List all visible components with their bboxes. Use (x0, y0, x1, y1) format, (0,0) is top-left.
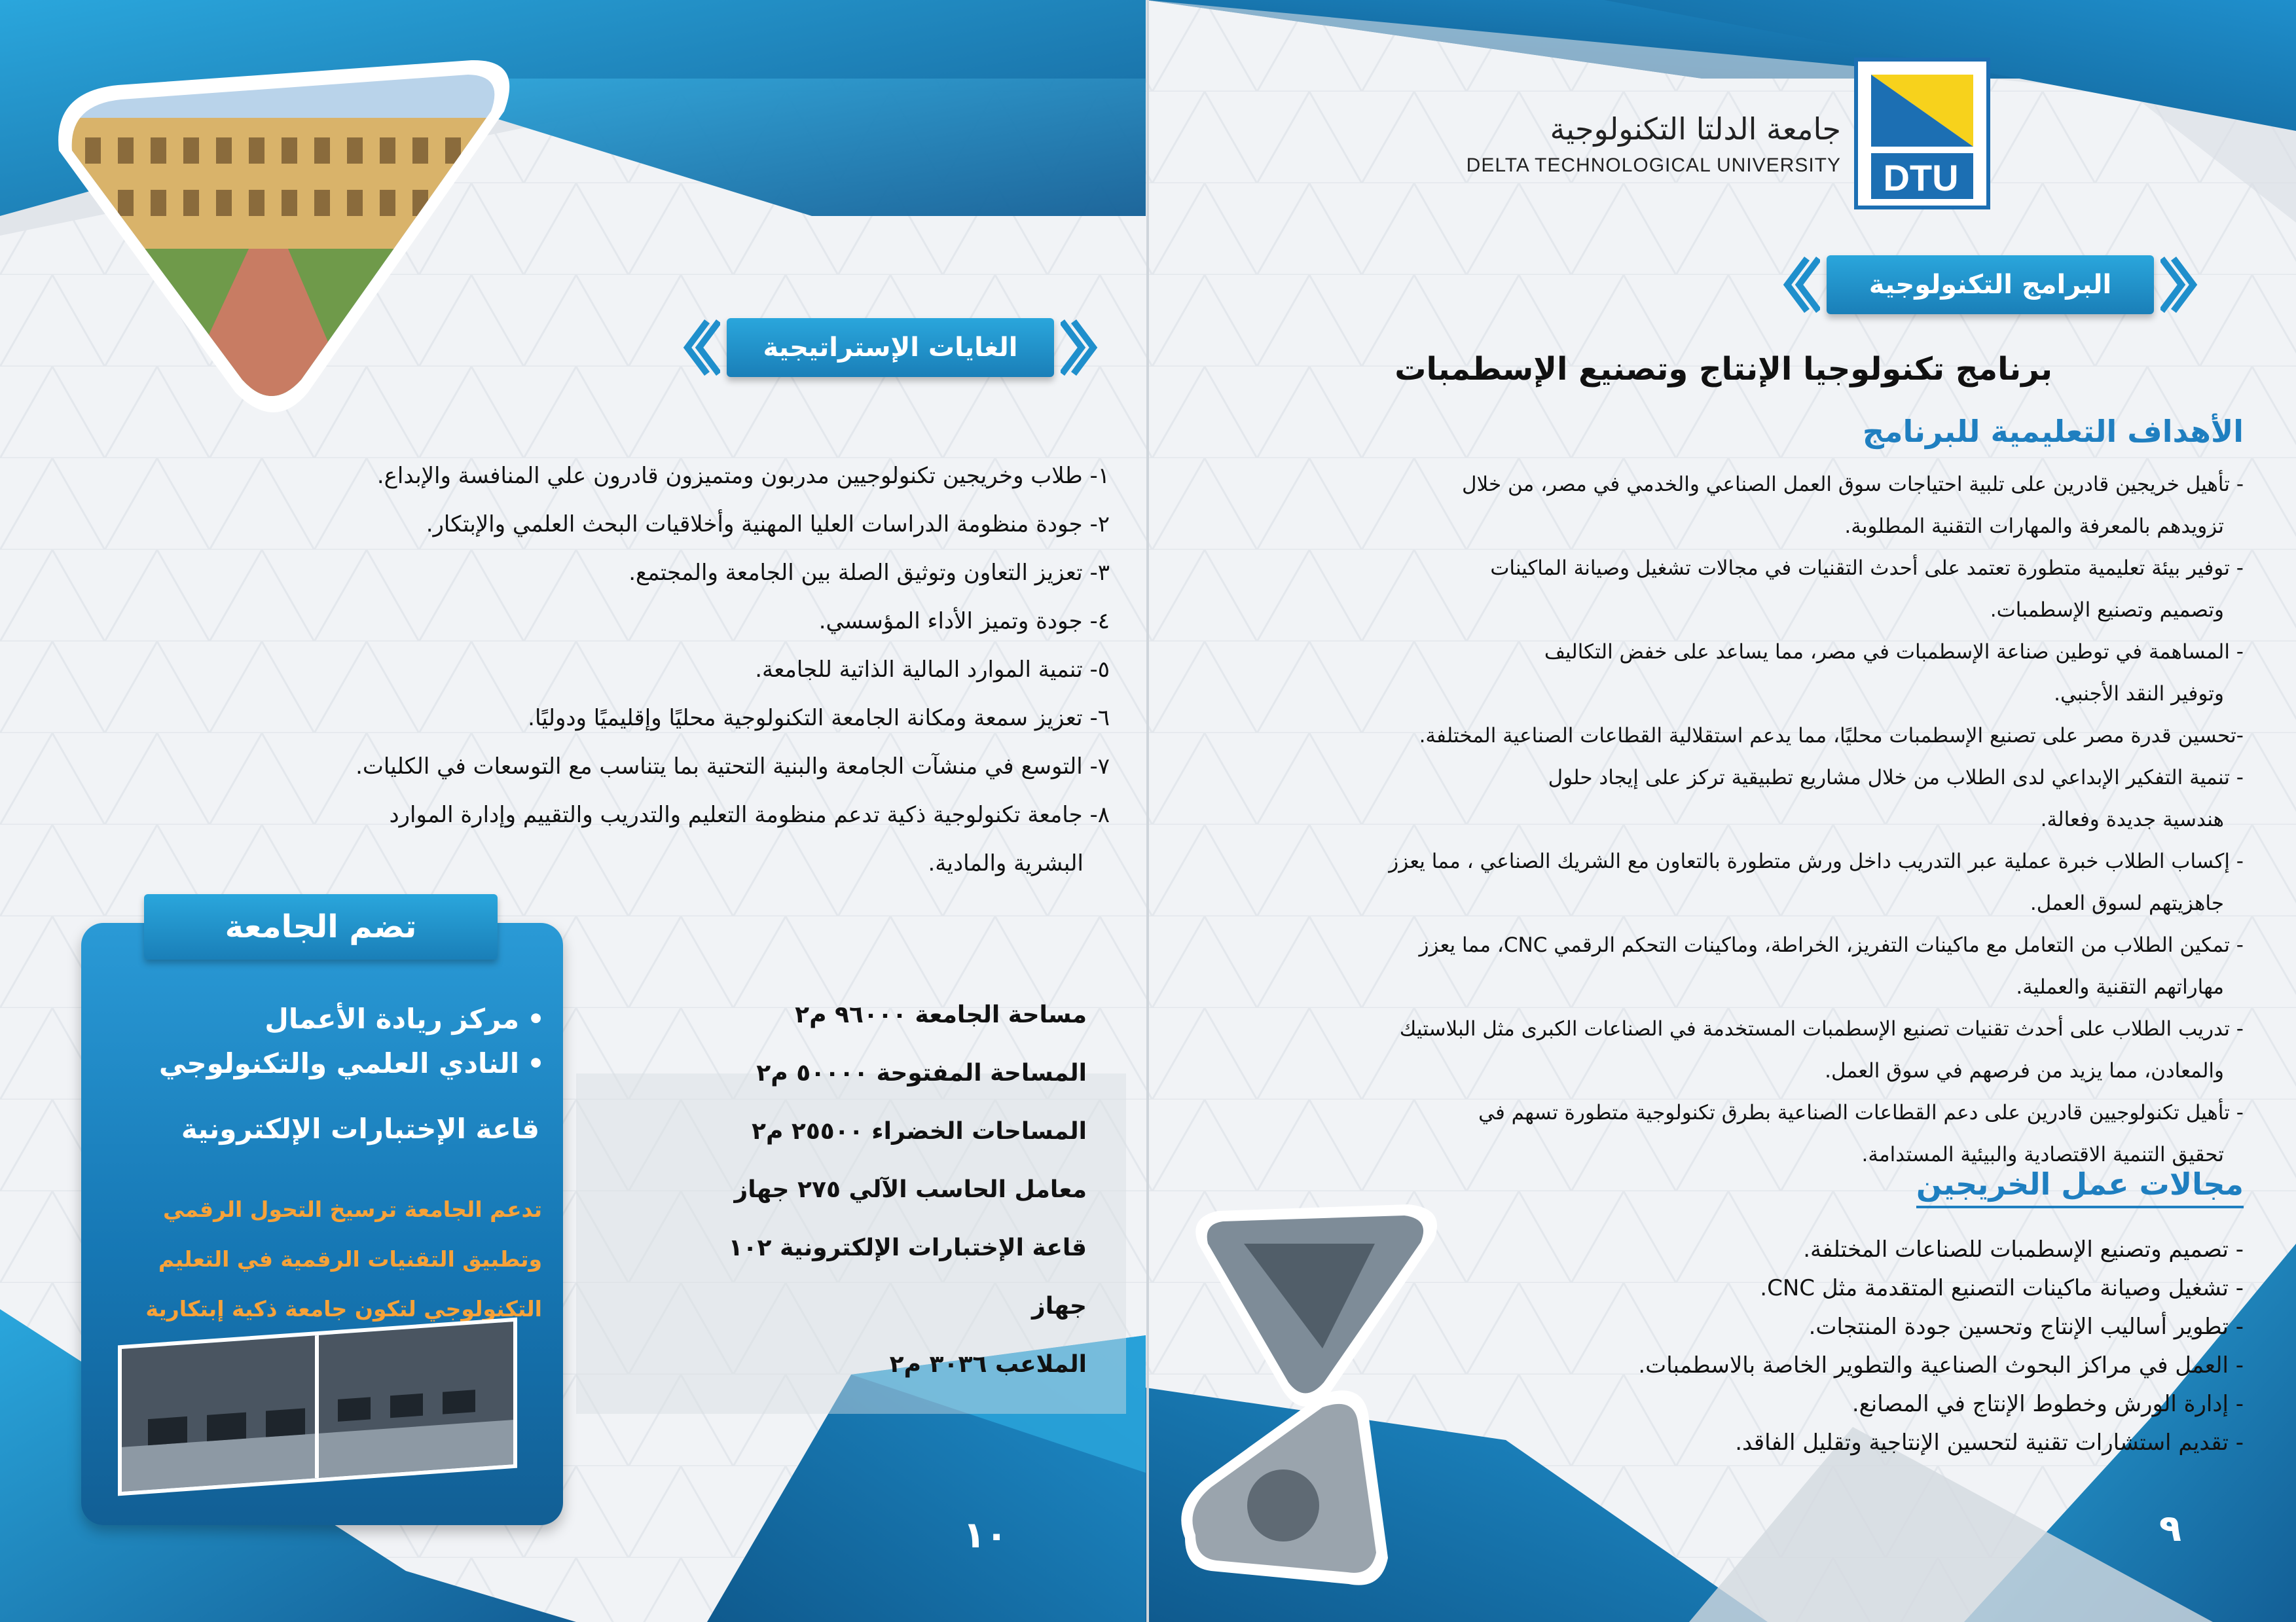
chevron-right-icon (1061, 318, 1100, 377)
list-item: ٧- التوسع في منشآت الجامعة والبنية التحتية بما يتناسب مع التوسعات في الكليات. (355, 753, 1110, 780)
objectives-list (1163, 463, 2244, 1176)
dtu-logo (1854, 58, 1990, 209)
bullet-icon: • (527, 1047, 545, 1079)
list-item: - تأهيل خريجين قادرين على تلبية احتياجات سوق العمل الصناعي والخدمي في مصر، من خلال (1462, 473, 2244, 496)
strategic-goals-list (62, 452, 1110, 888)
page-number-right: ٩ (2159, 1507, 2182, 1550)
list-item: - تصميم وتصنيع الإسطمبات للصناعات المختلفة. (1803, 1236, 2244, 1263)
list-item: - إدارة الورش وخطوط الإنتاج في المصانع. (1851, 1391, 2244, 1417)
objectives-heading: الأهداف التعليمية للبرنامج (1862, 414, 2244, 449)
careers-heading: مجالات عمل الخريجين (1916, 1166, 2244, 1208)
chevron-left-icon (681, 318, 720, 377)
list-item: ٥- تنمية الموارد المالية الذاتية للجامعة. (755, 657, 1110, 683)
careers-list (1393, 1231, 2244, 1462)
page-number-left: ١٠ (962, 1513, 1008, 1557)
list-item: ٤- جودة وتميز الأداء المؤسسي. (818, 608, 1110, 634)
program-title: برنامج تكنولوجيا الإنتاج وتصنيع الإسطمبات (1394, 351, 2052, 387)
e-exams-hall-title: قاعة الإختبارات الإلكترونية (181, 1113, 539, 1145)
list-item: - تدريب الطلاب على أحدث تقنيات تصنيع الإسطمبات المستخدمة في الصناعات الكبرى مثل البلاستيك (1399, 1017, 2244, 1041)
chevron-right-icon (2160, 255, 2200, 314)
list-item: ٢- جودة منظومة الدراسات العليا المهنية وأخلاقيات البحث العلمي والإبتكار. (426, 511, 1110, 537)
list-item: وتوفير النقد الأجنبي. (2054, 682, 2224, 706)
list-item: تزويدهم بالمعرفة والمهارات التقنية المطلوبة. (1844, 514, 2224, 538)
exam-hall-photo (118, 1318, 517, 1496)
list-item: - العمل في مراكز البحوث الصناعية والتطوير الخاصة بالاسطمبات. (1638, 1352, 2244, 1379)
list-item: الملاعب ٣٠٣٦ م٢ (889, 1351, 1087, 1378)
list-item: مساحة الجامعة ٩٦٠٠٠ م٢ (795, 1001, 1087, 1028)
facility-entrepreneurship: •مركز ريادة الأعمال (264, 1003, 545, 1035)
list-item: معامل الحاسب الآلي ٢٧٥ جهاز (734, 1176, 1087, 1203)
list-item: مهاراتهم التقنية والعملية. (2016, 975, 2224, 999)
list-item: المساحات الخضراء ٢٥٥٠٠ م٢ (751, 1118, 1087, 1145)
list-item: - توفير بيئة تعليمية متطورة تعتمد على أحدث التقنيات في مجالات تشغيل وصيانة الماكينات (1490, 556, 2244, 580)
logo-monogram: DTU (1883, 157, 1959, 198)
bullet-icon: • (527, 1003, 545, 1035)
list-item: جاهزيتهم لسوق العمل. (2030, 892, 2224, 915)
list-item: قاعة الإختبارات الإلكترونية ١٠٢ جهاز (728, 1235, 1087, 1320)
ribbon-tech-programs: البرامج التكنولوجية (1827, 255, 2154, 314)
list-item: - تأهيل تكنولوجيين قادرين على دعم القطاعات الصناعية بطرق تكنولوجية متطورة تسهم في (1478, 1101, 2244, 1125)
list-item: -تحسين قدرة مصر على تصنيع الإسطمبات محليًا، مما يدعم استقلالية القطاعات الصناعية المختلفة. (1419, 724, 2244, 748)
list-item: ٨- جامعة تكنولوجية ذكية تدعم منظومة التعليم والتدريب والتقييم وإدارة الموارد (389, 802, 1110, 828)
list-item: تحقيق التنمية الاقتصادية والبيئية المستدامة. (1861, 1143, 2224, 1166)
ribbon-university-includes: تضم الجامعة (144, 894, 498, 960)
list-item: - تطوير أساليب الإنتاج وتحسين جودة المنتجات. (1808, 1314, 2244, 1340)
list-item: ٦- تعزيز سمعة ومكانة الجامعة التكنولوجية محليًا وإقليميًا ودوليًا. (528, 705, 1110, 731)
list-item: - تقديم استشارات تقنية لتحسين الإنتاجية وتقليل الفاقد. (1735, 1430, 2244, 1456)
e-exams-hall-description: تدعم الجامعة ترسيخ التحول الرقمي وتطبيق التقنيات الرقمية في التعليم التكنولوجي لتكون جامعة ذكية إبتكارية (145, 1197, 542, 1322)
list-item: المساحة المفتوحة ٥٠٠٠٠ م٢ (756, 1060, 1087, 1087)
list-item: ٣- تعزيز التعاون وتوثيق الصلة بين الجامعة والمجتمع. (629, 560, 1110, 586)
list-item: البشرية والمادية. (928, 850, 1084, 876)
list-item: - تشغيل وصيانة ماكينات التصنيع المتقدمة مثل CNC. (1760, 1275, 2244, 1301)
ribbon-strategic-goals: الغايات الإستراتيجية (727, 318, 1054, 377)
list-item: هندسية جديدة وفعالة. (2040, 808, 2224, 831)
list-item: ١- طلاب وخريجين تكنولوجيين مدربون ومتميزون قادرون علي المنافسة والإبداع. (376, 463, 1110, 489)
list-item: والمعادن، مما يزيد من فرصهم في سوق العمل. (1825, 1059, 2224, 1083)
university-name-en: DELTA TECHNOLOGICAL UNIVERSITY (1466, 154, 1841, 176)
list-item: - تنمية التفكير الإبداعي لدى الطلاب من خلال مشاريع تطبيقية تركز على إيجاد حلول (1548, 766, 2244, 789)
chevron-left-icon (1781, 255, 1820, 314)
university-includes-panel (81, 923, 563, 1525)
list-item: - تمكين الطلاب من التعامل مع ماكينات التفريز، الخراطة، وماكينات التحكم الرقمي CNC، مما يعزز (1419, 933, 2244, 957)
campus-stats-list (668, 986, 1087, 1394)
list-item: - إكساب الطلاب خبرة عملية عبر التدريب داخل ورش متطورة بالتعاون مع الشريك الصناعي ، مما يعزز (1389, 850, 2244, 873)
facility-science-club: •النادي العلمي والتكنولوجي (158, 1047, 545, 1079)
list-item: - المساهمة في توطين صناعة الإسطمبات في مصر، مما يساعد على خفض التكاليف (1544, 640, 2244, 664)
list-item: وتصميم وتصنيع الإسطمبات. (1990, 598, 2224, 622)
university-name-ar: جامعة الدلتا التكنولوجية (1550, 111, 1841, 147)
